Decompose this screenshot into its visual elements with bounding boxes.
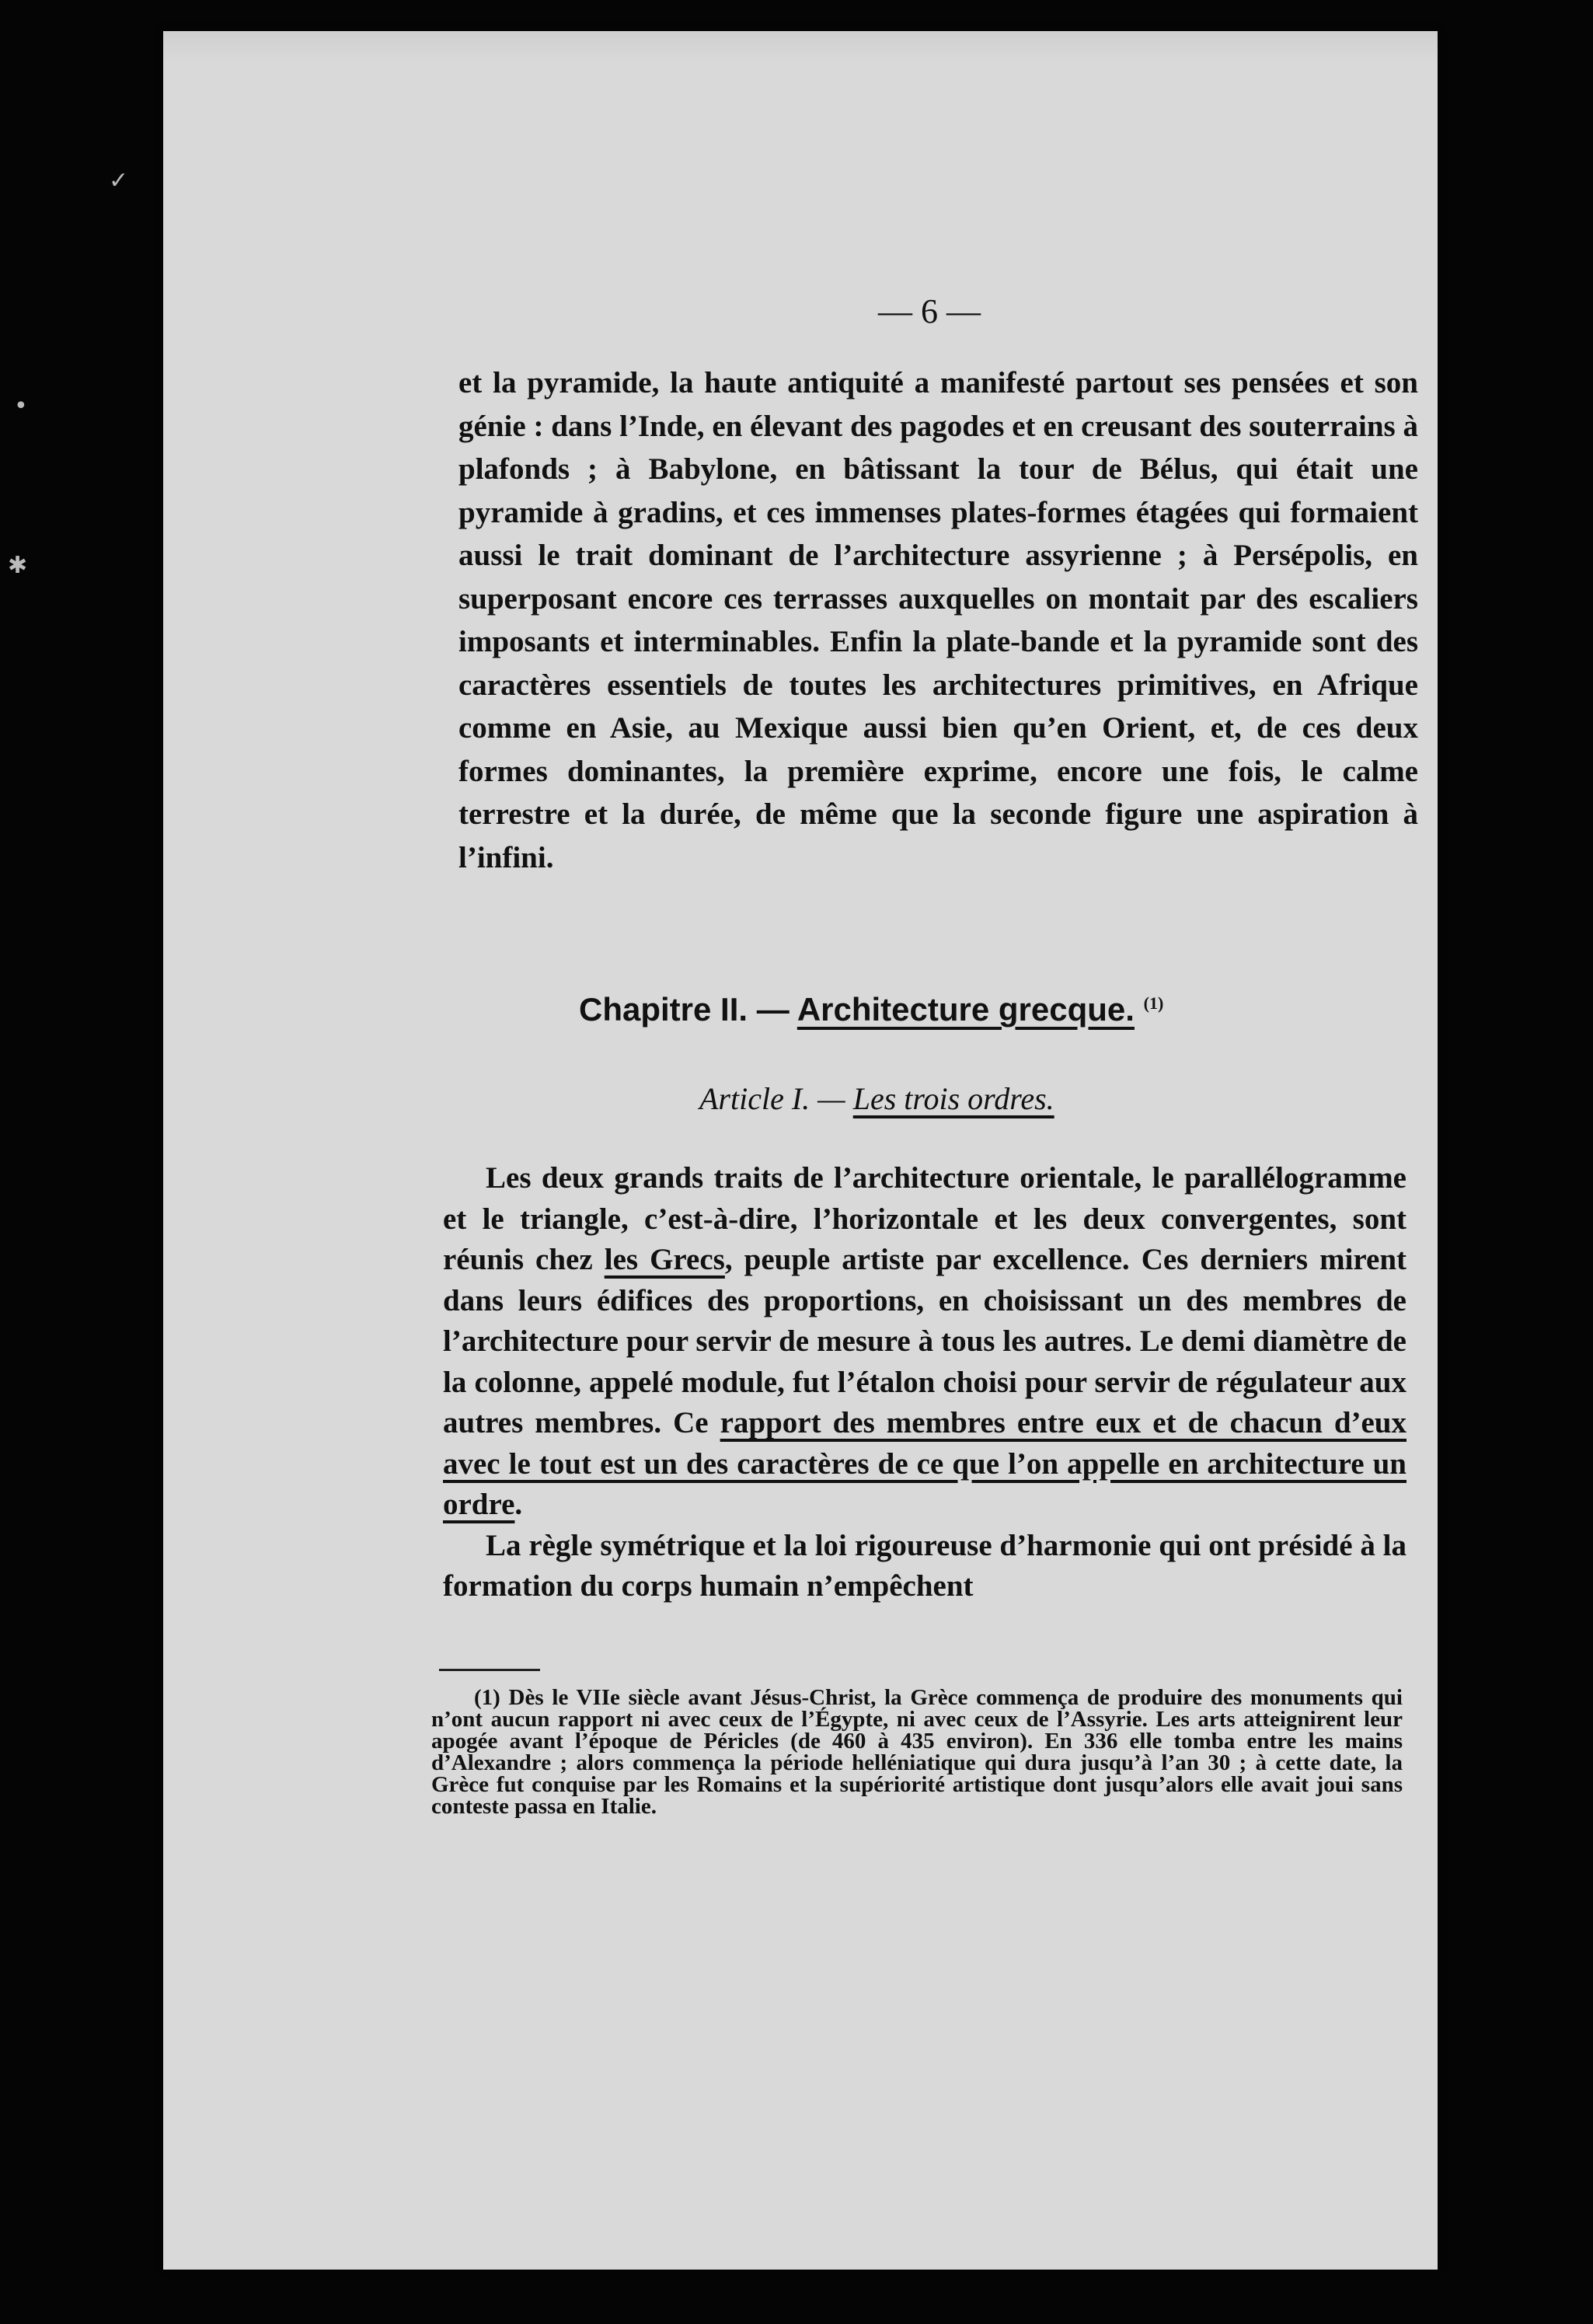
margin-mark: ✱ bbox=[8, 552, 28, 579]
text-run: , peuple artiste par excellence. Ces derniers mirent dans leurs édifices des proportions, en choisissant un des membres de l’architecture pour servir de mesure à tous les autres. Le demi diamètre de la colonne, appelé module, fut l’étalon choisi pour servir de régulateur aux autres membres. Ce bbox=[443, 1243, 1407, 1439]
section-body bbox=[443, 1158, 1407, 1607]
footnote-divider bbox=[439, 1669, 540, 1671]
margin-mark: ✓ bbox=[109, 167, 129, 194]
section-paragraph: La règle symétrique et la loi rigoureuse d’harmonie qui ont présidé à la formation du corps humain n’empêchent bbox=[443, 1528, 1407, 1603]
article-label: Article I. — bbox=[699, 1081, 845, 1116]
intro-paragraph: et la pyramide, la haute antiquité a manifesté partout ses pensées et son génie : dans l’Inde, en élevant des pagodes et en creusant des souterrains à plafonds ; à Babylone, en bâtissant la tour de Bélus, qui était une pyramide à gradins, et ces immenses plates-formes étagées qui formaient aussi le trait dominant de l’architecture assyrienne ; à Persépolis, en superposant encore ces terrasses auxquelles on montait par des escaliers imposants et interminables. Enfin la plate-bande et la pyramide sont des caractères essentiels de toutes les architectures primitives, en Afrique comme en Asie, au Mexique aussi bien qu’en Orient, et, de ces deux formes dominantes, la première exprime, encore une fois, le calme terrestre et la durée, de même que la seconde figure une aspiration à l’infini. bbox=[458, 366, 1418, 874]
page-top-edge bbox=[163, 31, 1438, 62]
text-run: . bbox=[514, 1488, 523, 1521]
underlined-text: les Grecs bbox=[604, 1243, 725, 1276]
underlined-text: rapport des membres entre eux et de chacun d’eux avec le tout est un des caractères de ce que l’on appelle en architecture un ordre bbox=[443, 1406, 1407, 1521]
margin-mark: • bbox=[14, 393, 28, 420]
footnote-ref: (1) bbox=[1143, 993, 1164, 1013]
chapter-label: Chapitre II. — bbox=[579, 991, 790, 1028]
text-run: Les deux grands traits de l’architecture orientale, le parallélogramme et le triangle, c’est-à-dire, l’horizontale et les deux convergentes, sont réunis chez bbox=[443, 1161, 1407, 1276]
page-number: — 6 — bbox=[878, 292, 981, 330]
section-paragraph bbox=[443, 1158, 1407, 1526]
chapter-heading bbox=[579, 991, 1163, 1028]
footnote: (1) Dès le VIIe siècle avant Jésus-Christ, la Grèce commença de produire des monuments qui n’ont aucun rapport ni avec ceux de l’Égypte, ni avec ceux de l’Assyrie. Les arts atteignirent leur apogée avant l’époque de Péricles (de 460 à 435 environ). En 336 elle tomba entre les mains d’Alexandre ; alors commença la période helléniatique qui dura jusqu’à l’an 30 ; à cette date, la Grèce fut conquise par les Romains et la supériorité artistique dont jusqu’alors elle avait joui sans conteste passa en Italie. bbox=[431, 1685, 1403, 1819]
article-title: Les trois ordres. bbox=[852, 1081, 1054, 1116]
chapter-title: Architecture grecque. bbox=[796, 991, 1135, 1028]
article-heading bbox=[699, 1080, 1054, 1117]
